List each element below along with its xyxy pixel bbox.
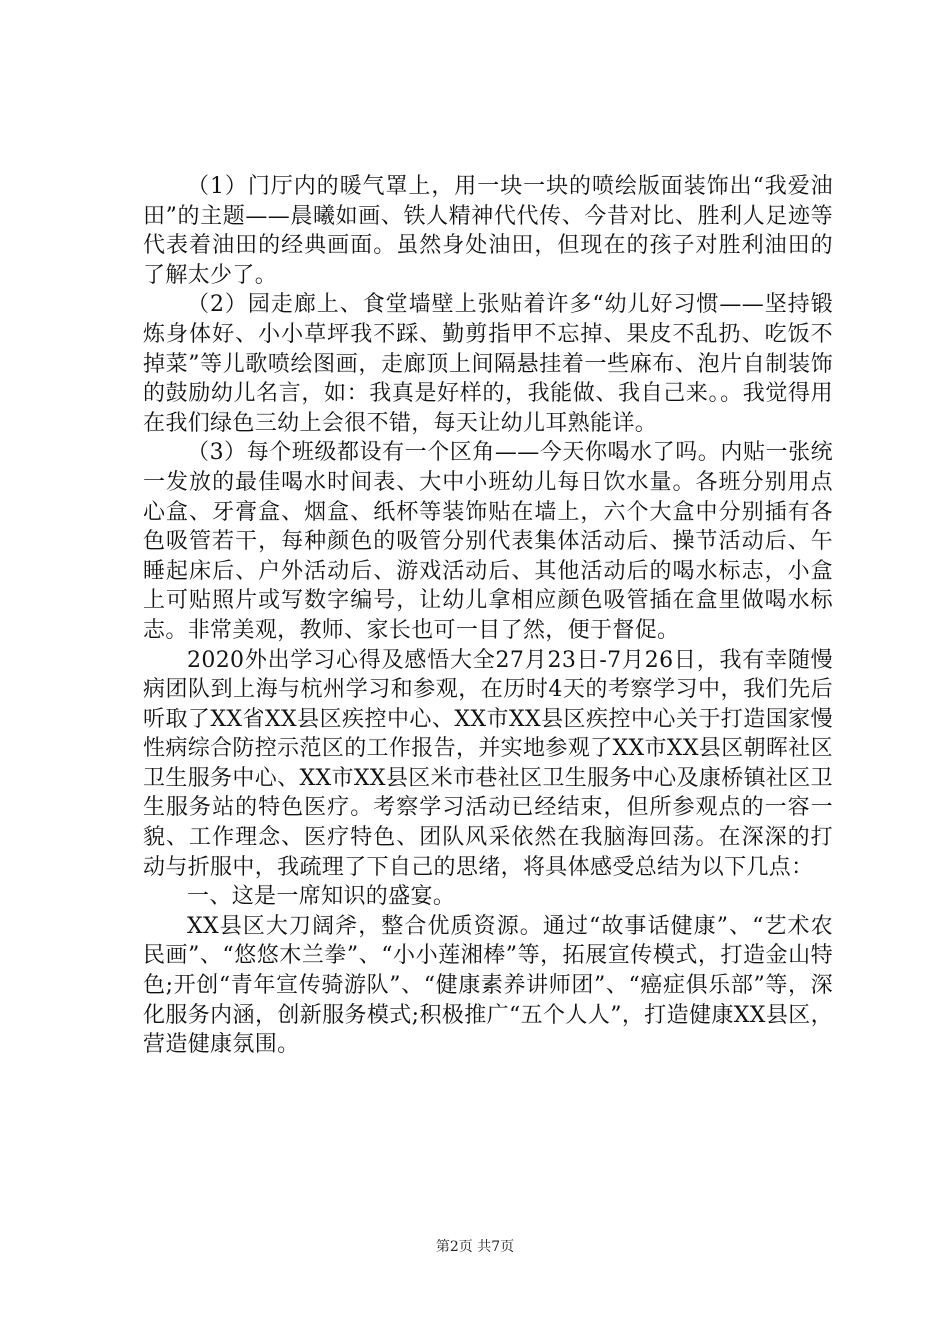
paragraph-corridor-posters: （2）园走廊上、食堂墙壁上张贴着许多“幼儿好习惯——坚持锻炼身体好、小小草坪我不踩、勤剪指甲不忘掉、果皮不乱扔、吃饭不掉菜”等儿歌喷绘图画，走廊顶上间隔悬挂着一些麻布、泡片自制装饰的鼓励幼儿名言，如：我真是好样的，我能做、我自己来。。我觉得用在我们绿色三幼上会很不错，每天让幼儿耳熟能详。 [143,292,833,436]
page-total: 共7页 [477,1239,515,1255]
paragraph-study-trip: 2020外出学习心得及感悟大全27月23日-7月26日，我有幸随慢病团队到上海与杭州学习和参观，在历时4天的考察学习中，我们先后听取了XX省XX县区疾控中心、XX市XX县区疾控中心关于打造国家慢性病综合防控示范区的工作报告，并实地参观了XX市XX县区朝晖社区卫生服务中心、XX市XX县区米市巷社区卫生服务中心及康桥镇社区卫生服务站的特色医疗。考察学习活动已经结束，但所参观点的一容一貌、工作理念、医疗特色、团队风采依然在我脑海回荡。在深深的打动与折服中，我疏理了下自己的思绪，将具体感受总结为以下几点： [143,647,833,880]
page-number: 第2页 [435,1239,473,1255]
document-body [143,172,833,1060]
paragraph-lobby-decoration: （1）门厅内的暖气罩上，用一块一块的喷绘版面装饰出“我爱油田”的主题——晨曦如画、铁人精神代代传、今昔对比、胜利人足迹等代表着油田的经典画面。虽然身处油田，但现在的孩子对胜利油田的了解太少了。 [143,174,833,288]
paragraph-water-corner: （3）每个班级都设有一个区角——今天你喝水了吗。内贴一张统一发放的最佳喝水时间表、大中小班幼儿每日饮水量。各班分别用点心盒、牙膏盒、烟盒、纸杯等装饰贴在墙上，六个大盒中分别插有各色吸管若干，每种颜色的吸管分别代表集体活动后、操节活动后、午睡起床后、户外活动后、游戏活动后、其他活动后的喝水标志，小盒上可贴照片或写数字编号，让幼儿拿相应颜色吸管插在盒里做喝水标志。非常美观，教师、家长也可一目了然，便于督促。 [143,440,833,643]
paragraph-resource-integration: XX县区大刀阔斧，整合优质资源。通过“故事话健康”、“艺术农民画”、“悠悠木兰拳”、“小小莲湘棒”等，拓展宣传模式，打造金山特色;开创“青年宣传骑游队”、“健康素养讲师团”、“癌症俱乐部”等，深化服务内涵，创新服务模式;积极推广“五个人人”，打造健康XX县区，营造健康氛围。 [143,913,833,1058]
page-footer [0,1237,950,1257]
section-heading-knowledge-feast: 一、这是一席知识的盛宴。 [187,884,456,910]
